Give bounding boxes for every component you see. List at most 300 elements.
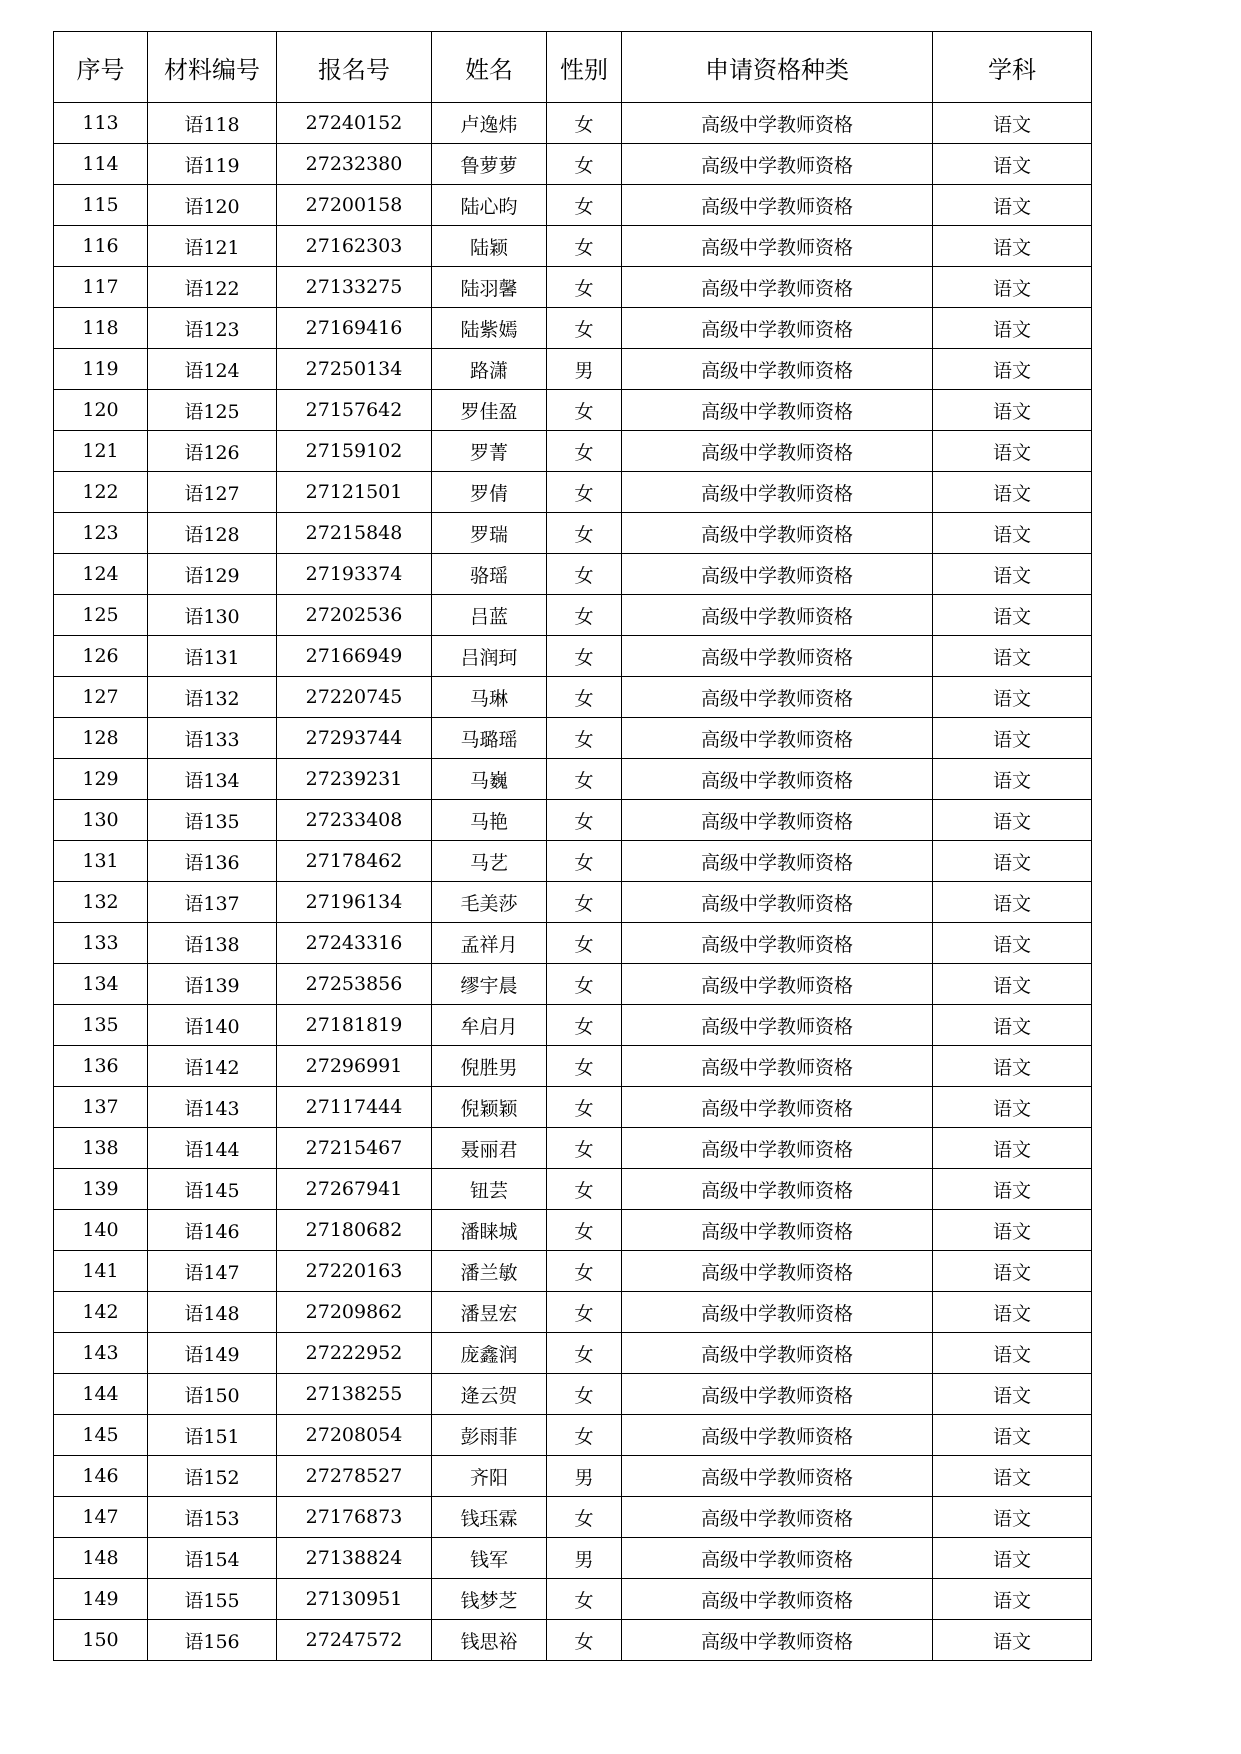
cell-name: 孟祥月 — [432, 923, 547, 964]
cell-index: 146 — [54, 1456, 148, 1497]
table-row — [54, 1333, 1092, 1374]
cell-index: 144 — [54, 1374, 148, 1415]
cell-material-no: 语146 — [148, 1210, 277, 1251]
cell-qualification-type: 高级中学教师资格 — [622, 103, 933, 144]
table-row — [54, 349, 1092, 390]
cell-subject: 语文 — [933, 472, 1092, 513]
cell-subject: 语文 — [933, 636, 1092, 677]
cell-qualification-type: 高级中学教师资格 — [622, 1005, 933, 1046]
cell-index: 143 — [54, 1333, 148, 1374]
cell-subject: 语文 — [933, 1251, 1092, 1292]
cell-qualification-type: 高级中学教师资格 — [622, 595, 933, 636]
cell-subject: 语文 — [933, 1292, 1092, 1333]
cell-registration-no: 27166949 — [277, 636, 432, 677]
cell-material-no: 语121 — [148, 226, 277, 267]
cell-index: 119 — [54, 349, 148, 390]
table-row — [54, 964, 1092, 1005]
cell-subject: 语文 — [933, 841, 1092, 882]
cell-subject: 语文 — [933, 431, 1092, 472]
cell-registration-no: 27117444 — [277, 1087, 432, 1128]
table-body — [54, 103, 1092, 1661]
cell-gender: 女 — [547, 103, 622, 144]
table-row — [54, 1292, 1092, 1333]
cell-subject: 语文 — [933, 1374, 1092, 1415]
cell-qualification-type: 高级中学教师资格 — [622, 1456, 933, 1497]
cell-registration-no: 27232380 — [277, 144, 432, 185]
cell-index: 142 — [54, 1292, 148, 1333]
table-row — [54, 267, 1092, 308]
cell-gender: 女 — [547, 923, 622, 964]
cell-subject: 语文 — [933, 1333, 1092, 1374]
cell-index: 121 — [54, 431, 148, 472]
cell-qualification-type: 高级中学教师资格 — [622, 923, 933, 964]
table-row — [54, 759, 1092, 800]
cell-registration-no: 27162303 — [277, 226, 432, 267]
cell-material-no: 语149 — [148, 1333, 277, 1374]
cell-qualification-type: 高级中学教师资格 — [622, 1087, 933, 1128]
cell-name: 马璐瑶 — [432, 718, 547, 759]
table-row — [54, 308, 1092, 349]
cell-material-no: 语142 — [148, 1046, 277, 1087]
table-row — [54, 1046, 1092, 1087]
cell-material-no: 语153 — [148, 1497, 277, 1538]
cell-index: 123 — [54, 513, 148, 554]
cell-qualification-type: 高级中学教师资格 — [622, 1620, 933, 1661]
cell-name: 路潇 — [432, 349, 547, 390]
cell-registration-no: 27157642 — [277, 390, 432, 431]
cell-subject: 语文 — [933, 882, 1092, 923]
cell-qualification-type: 高级中学教师资格 — [622, 1333, 933, 1374]
cell-material-no: 语144 — [148, 1128, 277, 1169]
cell-subject: 语文 — [933, 1415, 1092, 1456]
cell-material-no: 语156 — [148, 1620, 277, 1661]
table-row — [54, 1538, 1092, 1579]
cell-index: 114 — [54, 144, 148, 185]
cell-index: 149 — [54, 1579, 148, 1620]
cell-material-no: 语154 — [148, 1538, 277, 1579]
cell-index: 116 — [54, 226, 148, 267]
cell-gender: 女 — [547, 636, 622, 677]
cell-name: 吕蓝 — [432, 595, 547, 636]
cell-gender: 女 — [547, 267, 622, 308]
cell-name: 陆心昀 — [432, 185, 547, 226]
cell-index: 139 — [54, 1169, 148, 1210]
cell-qualification-type: 高级中学教师资格 — [622, 1251, 933, 1292]
header-row — [54, 32, 1092, 103]
table-row — [54, 882, 1092, 923]
cell-name: 倪颖颖 — [432, 1087, 547, 1128]
table-row — [54, 718, 1092, 759]
cell-registration-no: 27169416 — [277, 308, 432, 349]
cell-name: 马琳 — [432, 677, 547, 718]
cell-qualification-type: 高级中学教师资格 — [622, 1497, 933, 1538]
cell-qualification-type: 高级中学教师资格 — [622, 472, 933, 513]
cell-index: 145 — [54, 1415, 148, 1456]
cell-material-no: 语150 — [148, 1374, 277, 1415]
cell-index: 138 — [54, 1128, 148, 1169]
cell-qualification-type: 高级中学教师资格 — [622, 636, 933, 677]
cell-material-no: 语128 — [148, 513, 277, 554]
table-row — [54, 1456, 1092, 1497]
cell-gender: 女 — [547, 1333, 622, 1374]
cell-index: 117 — [54, 267, 148, 308]
cell-subject: 语文 — [933, 349, 1092, 390]
cell-material-no: 语147 — [148, 1251, 277, 1292]
cell-registration-no: 27138255 — [277, 1374, 432, 1415]
cell-registration-no: 27222952 — [277, 1333, 432, 1374]
cell-subject: 语文 — [933, 554, 1092, 595]
cell-gender: 女 — [547, 841, 622, 882]
cell-registration-no: 27215467 — [277, 1128, 432, 1169]
cell-subject: 语文 — [933, 1456, 1092, 1497]
cell-index: 124 — [54, 554, 148, 595]
cell-subject: 语文 — [933, 185, 1092, 226]
cell-registration-no: 27176873 — [277, 1497, 432, 1538]
cell-gender: 女 — [547, 513, 622, 554]
cell-registration-no: 27181819 — [277, 1005, 432, 1046]
table-row — [54, 472, 1092, 513]
cell-name: 齐阳 — [432, 1456, 547, 1497]
cell-index: 128 — [54, 718, 148, 759]
cell-material-no: 语145 — [148, 1169, 277, 1210]
cell-material-no: 语129 — [148, 554, 277, 595]
cell-registration-no: 27240152 — [277, 103, 432, 144]
cell-index: 122 — [54, 472, 148, 513]
table-row — [54, 513, 1092, 554]
cell-name: 钱珏霖 — [432, 1497, 547, 1538]
cell-gender: 女 — [547, 1128, 622, 1169]
cell-index: 131 — [54, 841, 148, 882]
cell-registration-no: 27220745 — [277, 677, 432, 718]
cell-qualification-type: 高级中学教师资格 — [622, 185, 933, 226]
cell-material-no: 语151 — [148, 1415, 277, 1456]
cell-material-no: 语118 — [148, 103, 277, 144]
cell-name: 钱梦芝 — [432, 1579, 547, 1620]
cell-qualification-type: 高级中学教师资格 — [622, 1538, 933, 1579]
cell-name: 鲁萝萝 — [432, 144, 547, 185]
cell-subject: 语文 — [933, 103, 1092, 144]
cell-subject: 语文 — [933, 677, 1092, 718]
table-row — [54, 1210, 1092, 1251]
cell-index: 129 — [54, 759, 148, 800]
cell-qualification-type: 高级中学教师资格 — [622, 964, 933, 1005]
cell-subject: 语文 — [933, 1497, 1092, 1538]
cell-material-no: 语120 — [148, 185, 277, 226]
cell-subject: 语文 — [933, 513, 1092, 554]
cell-name: 钱军 — [432, 1538, 547, 1579]
cell-registration-no: 27121501 — [277, 472, 432, 513]
cell-subject: 语文 — [933, 923, 1092, 964]
cell-name: 潘昱宏 — [432, 1292, 547, 1333]
header-registration-no: 报名号 — [277, 32, 432, 103]
cell-qualification-type: 高级中学教师资格 — [622, 841, 933, 882]
cell-index: 115 — [54, 185, 148, 226]
cell-subject: 语文 — [933, 718, 1092, 759]
cell-registration-no: 27193374 — [277, 554, 432, 595]
header-qualification-type: 申请资格种类 — [622, 32, 933, 103]
header-subject: 学科 — [933, 32, 1092, 103]
cell-qualification-type: 高级中学教师资格 — [622, 144, 933, 185]
cell-material-no: 语155 — [148, 1579, 277, 1620]
table-row — [54, 1620, 1092, 1661]
cell-material-no: 语127 — [148, 472, 277, 513]
cell-material-no: 语123 — [148, 308, 277, 349]
cell-qualification-type: 高级中学教师资格 — [622, 677, 933, 718]
cell-material-no: 语133 — [148, 718, 277, 759]
cell-registration-no: 27243316 — [277, 923, 432, 964]
cell-name: 钮芸 — [432, 1169, 547, 1210]
cell-subject: 语文 — [933, 800, 1092, 841]
table-row — [54, 1169, 1092, 1210]
table-row — [54, 226, 1092, 267]
cell-registration-no: 27253856 — [277, 964, 432, 1005]
cell-gender: 女 — [547, 226, 622, 267]
cell-material-no: 语134 — [148, 759, 277, 800]
cell-qualification-type: 高级中学教师资格 — [622, 1579, 933, 1620]
cell-gender: 女 — [547, 390, 622, 431]
cell-qualification-type: 高级中学教师资格 — [622, 1128, 933, 1169]
cell-qualification-type: 高级中学教师资格 — [622, 1046, 933, 1087]
cell-qualification-type: 高级中学教师资格 — [622, 1374, 933, 1415]
table-row — [54, 1374, 1092, 1415]
cell-gender: 女 — [547, 1005, 622, 1046]
cell-gender: 女 — [547, 1374, 622, 1415]
table-row — [54, 1251, 1092, 1292]
cell-qualification-type: 高级中学教师资格 — [622, 1210, 933, 1251]
cell-name: 陆颖 — [432, 226, 547, 267]
cell-gender: 女 — [547, 1251, 622, 1292]
cell-material-no: 语152 — [148, 1456, 277, 1497]
cell-index: 133 — [54, 923, 148, 964]
cell-subject: 语文 — [933, 1169, 1092, 1210]
cell-registration-no: 27278527 — [277, 1456, 432, 1497]
cell-gender: 女 — [547, 1046, 622, 1087]
cell-subject: 语文 — [933, 308, 1092, 349]
cell-subject: 语文 — [933, 1210, 1092, 1251]
cell-registration-no: 27296991 — [277, 1046, 432, 1087]
cell-subject: 语文 — [933, 1538, 1092, 1579]
table-row — [54, 595, 1092, 636]
cell-material-no: 语140 — [148, 1005, 277, 1046]
cell-qualification-type: 高级中学教师资格 — [622, 1415, 933, 1456]
table-row — [54, 431, 1092, 472]
cell-registration-no: 27178462 — [277, 841, 432, 882]
table-row — [54, 1005, 1092, 1046]
cell-registration-no: 27130951 — [277, 1579, 432, 1620]
cell-qualification-type: 高级中学教师资格 — [622, 759, 933, 800]
cell-gender: 女 — [547, 800, 622, 841]
cell-registration-no: 27208054 — [277, 1415, 432, 1456]
cell-material-no: 语137 — [148, 882, 277, 923]
table-row — [54, 103, 1092, 144]
table-row — [54, 636, 1092, 677]
cell-subject: 语文 — [933, 1005, 1092, 1046]
cell-gender: 女 — [547, 144, 622, 185]
cell-material-no: 语130 — [148, 595, 277, 636]
header-index: 序号 — [54, 32, 148, 103]
cell-qualification-type: 高级中学教师资格 — [622, 267, 933, 308]
cell-registration-no: 27180682 — [277, 1210, 432, 1251]
cell-material-no: 语131 — [148, 636, 277, 677]
cell-gender: 女 — [547, 472, 622, 513]
table-row — [54, 841, 1092, 882]
cell-name: 潘睐城 — [432, 1210, 547, 1251]
cell-qualification-type: 高级中学教师资格 — [622, 800, 933, 841]
table-row — [54, 390, 1092, 431]
cell-qualification-type: 高级中学教师资格 — [622, 390, 933, 431]
cell-registration-no: 27220163 — [277, 1251, 432, 1292]
cell-index: 136 — [54, 1046, 148, 1087]
cell-name: 陆羽馨 — [432, 267, 547, 308]
cell-name: 潘兰敏 — [432, 1251, 547, 1292]
cell-qualification-type: 高级中学教师资格 — [622, 349, 933, 390]
cell-gender: 女 — [547, 1087, 622, 1128]
cell-gender: 女 — [547, 1292, 622, 1333]
cell-name: 牟启月 — [432, 1005, 547, 1046]
cell-qualification-type: 高级中学教师资格 — [622, 1169, 933, 1210]
cell-subject: 语文 — [933, 759, 1092, 800]
cell-name: 罗佳盈 — [432, 390, 547, 431]
cell-gender: 女 — [547, 431, 622, 472]
cell-subject: 语文 — [933, 964, 1092, 1005]
cell-name: 庞鑫润 — [432, 1333, 547, 1374]
cell-index: 126 — [54, 636, 148, 677]
cell-material-no: 语125 — [148, 390, 277, 431]
cell-subject: 语文 — [933, 267, 1092, 308]
cell-name: 罗菁 — [432, 431, 547, 472]
applicant-table — [53, 31, 1092, 1661]
cell-material-no: 语132 — [148, 677, 277, 718]
header-material-no: 材料编号 — [148, 32, 277, 103]
cell-qualification-type: 高级中学教师资格 — [622, 431, 933, 472]
cell-index: 137 — [54, 1087, 148, 1128]
header-gender: 性别 — [547, 32, 622, 103]
cell-subject: 语文 — [933, 1087, 1092, 1128]
cell-material-no: 语139 — [148, 964, 277, 1005]
table-row — [54, 800, 1092, 841]
cell-subject: 语文 — [933, 226, 1092, 267]
cell-gender: 女 — [547, 1210, 622, 1251]
cell-index: 130 — [54, 800, 148, 841]
cell-gender: 女 — [547, 554, 622, 595]
table-row — [54, 677, 1092, 718]
cell-subject: 语文 — [933, 144, 1092, 185]
table-row — [54, 554, 1092, 595]
cell-name: 马巍 — [432, 759, 547, 800]
cell-registration-no: 27202536 — [277, 595, 432, 636]
cell-subject: 语文 — [933, 1128, 1092, 1169]
cell-index: 125 — [54, 595, 148, 636]
table-row — [54, 1415, 1092, 1456]
cell-registration-no: 27250134 — [277, 349, 432, 390]
cell-gender: 女 — [547, 964, 622, 1005]
cell-gender: 女 — [547, 882, 622, 923]
table-row — [54, 1497, 1092, 1538]
cell-gender: 女 — [547, 759, 622, 800]
cell-index: 141 — [54, 1251, 148, 1292]
cell-gender: 男 — [547, 1456, 622, 1497]
cell-gender: 女 — [547, 308, 622, 349]
cell-registration-no: 27196134 — [277, 882, 432, 923]
table-row — [54, 144, 1092, 185]
cell-name: 聂丽君 — [432, 1128, 547, 1169]
cell-qualification-type: 高级中学教师资格 — [622, 718, 933, 759]
cell-gender: 女 — [547, 1169, 622, 1210]
cell-name: 陆紫嫣 — [432, 308, 547, 349]
cell-name: 钱思裕 — [432, 1620, 547, 1661]
cell-gender: 女 — [547, 595, 622, 636]
cell-gender: 女 — [547, 1415, 622, 1456]
cell-subject: 语文 — [933, 1579, 1092, 1620]
cell-qualification-type: 高级中学教师资格 — [622, 554, 933, 595]
cell-name: 马艺 — [432, 841, 547, 882]
cell-index: 140 — [54, 1210, 148, 1251]
cell-name: 卢逸炜 — [432, 103, 547, 144]
cell-gender: 女 — [547, 718, 622, 759]
cell-material-no: 语122 — [148, 267, 277, 308]
cell-gender: 女 — [547, 185, 622, 226]
cell-name: 彭雨菲 — [432, 1415, 547, 1456]
cell-index: 127 — [54, 677, 148, 718]
cell-index: 134 — [54, 964, 148, 1005]
cell-index: 147 — [54, 1497, 148, 1538]
cell-name: 罗瑞 — [432, 513, 547, 554]
cell-material-no: 语124 — [148, 349, 277, 390]
cell-gender: 女 — [547, 1579, 622, 1620]
table-row — [54, 923, 1092, 964]
cell-qualification-type: 高级中学教师资格 — [622, 882, 933, 923]
cell-index: 132 — [54, 882, 148, 923]
cell-subject: 语文 — [933, 1620, 1092, 1661]
cell-registration-no: 27209862 — [277, 1292, 432, 1333]
cell-qualification-type: 高级中学教师资格 — [622, 1292, 933, 1333]
table-row — [54, 185, 1092, 226]
cell-index: 113 — [54, 103, 148, 144]
cell-registration-no: 27267941 — [277, 1169, 432, 1210]
cell-name: 缪宇晨 — [432, 964, 547, 1005]
cell-subject: 语文 — [933, 1046, 1092, 1087]
cell-registration-no: 27159102 — [277, 431, 432, 472]
cell-name: 倪胜男 — [432, 1046, 547, 1087]
cell-material-no: 语119 — [148, 144, 277, 185]
table-row — [54, 1087, 1092, 1128]
cell-name: 马艳 — [432, 800, 547, 841]
cell-registration-no: 27233408 — [277, 800, 432, 841]
cell-index: 148 — [54, 1538, 148, 1579]
cell-name: 毛美莎 — [432, 882, 547, 923]
cell-gender: 男 — [547, 1538, 622, 1579]
cell-index: 118 — [54, 308, 148, 349]
cell-index: 135 — [54, 1005, 148, 1046]
cell-registration-no: 27138824 — [277, 1538, 432, 1579]
cell-registration-no: 27200158 — [277, 185, 432, 226]
cell-qualification-type: 高级中学教师资格 — [622, 308, 933, 349]
cell-material-no: 语138 — [148, 923, 277, 964]
cell-gender: 女 — [547, 1497, 622, 1538]
cell-registration-no: 27239231 — [277, 759, 432, 800]
cell-registration-no: 27293744 — [277, 718, 432, 759]
cell-name: 吕润珂 — [432, 636, 547, 677]
cell-gender: 女 — [547, 1620, 622, 1661]
cell-registration-no: 27215848 — [277, 513, 432, 554]
cell-name: 逄云贺 — [432, 1374, 547, 1415]
cell-material-no: 语126 — [148, 431, 277, 472]
cell-index: 150 — [54, 1620, 148, 1661]
cell-subject: 语文 — [933, 595, 1092, 636]
cell-registration-no: 27247572 — [277, 1620, 432, 1661]
cell-name: 罗倩 — [432, 472, 547, 513]
header-name: 姓名 — [432, 32, 547, 103]
